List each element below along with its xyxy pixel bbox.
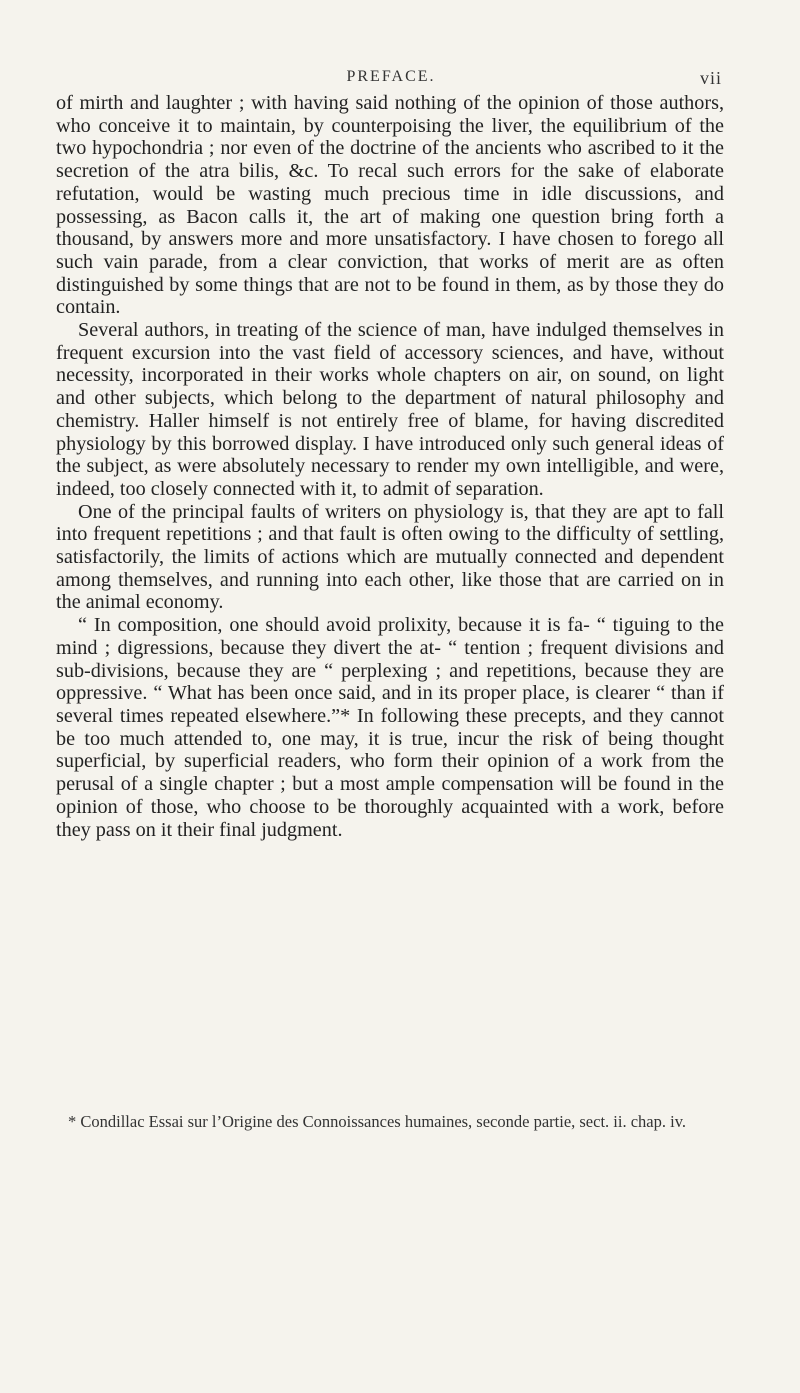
paragraph-principal-faults: One of the principal faults of writers on physiology is, that they are apt to fall into frequent repetitions ; and that fault is often owing to the difficulty of settling, satisfactorily, the limits of actions which are mutually connected and dependent among themselves, and running into each other, like those that are carried on in the animal economy. — [56, 500, 724, 614]
body-text — [56, 92, 724, 841]
paragraph-several-authors: Several authors, in treating of the science of man, have indulged themselves in frequent excursion into the vast field of accessory sciences, and have, without necessity, incorporated in their works whole chapters on air, on sound, on light and other subjects, which belong to the department of natural philosophy and chemistry. Haller himself is not entirely free of blame, for having discredited physiology by this borrowed display. I have introduced only such general ideas of the subject, as were absolutely necessary to render my own intelligible, and were, indeed, too closely connected with it, to admit of separation. — [56, 319, 724, 500]
running-head — [60, 68, 722, 94]
paragraph-composition-quote: “ In composition, one should avoid prolixity, because it is fa- “ tiguing to the mind ; digressions, because they divert the at- “ tention ; frequent divisions and sub-divisions, because they are “ perplexing ; and repetitions, because they are oppressive. “ What has been once said, and in its proper place, is clearer “ than if several times repeated elsewhere.”* In following these precepts, and they cannot be too much attended to, one may, it is true, incur the risk of being thought superficial, by superficial readers, who form their opinion of a work from the perusal of a single chapter ; but a most ample compensation will be found in the opinion of those, who choose to be thoroughly acquainted with a work, before they pass on it their final judgment. — [56, 614, 724, 841]
page-number: vii — [699, 68, 722, 88]
footnote: * Condillac Essai sur l’Origine des Connoissances humaines, seconde partie, sect. ii. chap. iv. — [68, 1112, 686, 1131]
paragraph-continued: of mirth and laughter ; with having said nothing of the opinion of those authors, who conceive it to maintain, by counterpoising the liver, the equilibrium of the two hypochondria ; nor even of the doctrine of the ancients who ascribed to it the secretion of the atra bilis, &c. To recal such errors for the sake of elaborate refutation, would be wasting much precious time in idle discussions, and possessing, as Bacon calls it, the art of making one question bring forth a thousand, by answers more and more unsatisfactory. I have chosen to forego all such vain parade, from a clear conviction, that works of merit are as often distinguished by some things that are not to be found in them, as by those they do contain. — [56, 92, 724, 319]
running-title: PREFACE. — [346, 68, 436, 85]
